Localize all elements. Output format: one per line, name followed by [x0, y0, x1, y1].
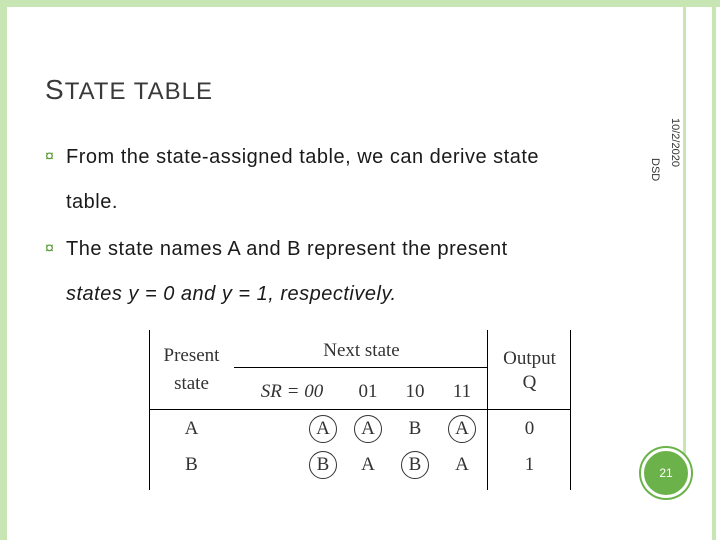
- row-b-output: 1: [524, 454, 535, 475]
- slide-date: 10/2/2020: [669, 118, 681, 167]
- row-a-next-01-circle: [354, 415, 382, 443]
- header-output: Output: [503, 348, 556, 369]
- table-next-state-underline: [234, 367, 487, 368]
- bullet-icon: ¤: [45, 148, 54, 165]
- header-sr-label: SR = 00: [260, 381, 324, 402]
- row-b-next-11: A: [455, 454, 469, 475]
- row-a-present: A: [184, 418, 199, 439]
- frame-top-border: [0, 0, 720, 7]
- bullet-1-line-2: table.: [66, 191, 118, 213]
- row-b-next-00: B: [316, 454, 330, 475]
- slide-title-rest: TATE TABLE: [64, 78, 213, 105]
- frame-left-border: [0, 0, 7, 540]
- row-a-next-00-circle: [309, 415, 337, 443]
- row-a-next-01: A: [361, 418, 375, 439]
- row-b-present: B: [185, 454, 198, 475]
- bullet-2-line-1: The state names A and B represent the present: [66, 238, 508, 260]
- row-b-next-00-circle: [309, 451, 337, 479]
- slide-title-first-letter: S: [45, 74, 65, 105]
- row-a-next-11: A: [455, 418, 469, 439]
- row-b-next-10-circle: [401, 451, 429, 479]
- slide-footer-vertical: [649, 118, 685, 218]
- bullet-2-line-2: states y = 0 and y = 1, respectively.: [66, 283, 397, 305]
- state-table: [149, 330, 571, 490]
- frame-right-border: [712, 0, 716, 540]
- row-b-next-10: B: [408, 454, 422, 475]
- row-a-next-00: A: [316, 418, 330, 439]
- slide-title: [45, 74, 213, 106]
- row-b-next-01: A: [361, 454, 375, 475]
- header-state: state: [174, 373, 209, 394]
- row-a-next-10: B: [408, 418, 422, 439]
- frame-inner-right-border: [683, 0, 686, 475]
- header-next-state: Next state: [323, 340, 400, 361]
- header-col-01: 01: [358, 381, 378, 402]
- slide-course: DSD: [649, 158, 661, 182]
- header-present: Present: [163, 345, 220, 366]
- page-number-badge: 21: [641, 448, 691, 498]
- header-col-11: 11: [452, 381, 472, 402]
- table-header-rule: [149, 409, 571, 410]
- bullet-1-line-1: From the state-assigned table, we can derive state: [66, 146, 540, 168]
- header-output-q: Q: [522, 372, 537, 393]
- header-col-10: 10: [405, 381, 425, 402]
- bullet-icon: ¤: [45, 240, 54, 257]
- row-a-next-11-circle: [448, 415, 476, 443]
- row-a-output: 0: [524, 418, 535, 439]
